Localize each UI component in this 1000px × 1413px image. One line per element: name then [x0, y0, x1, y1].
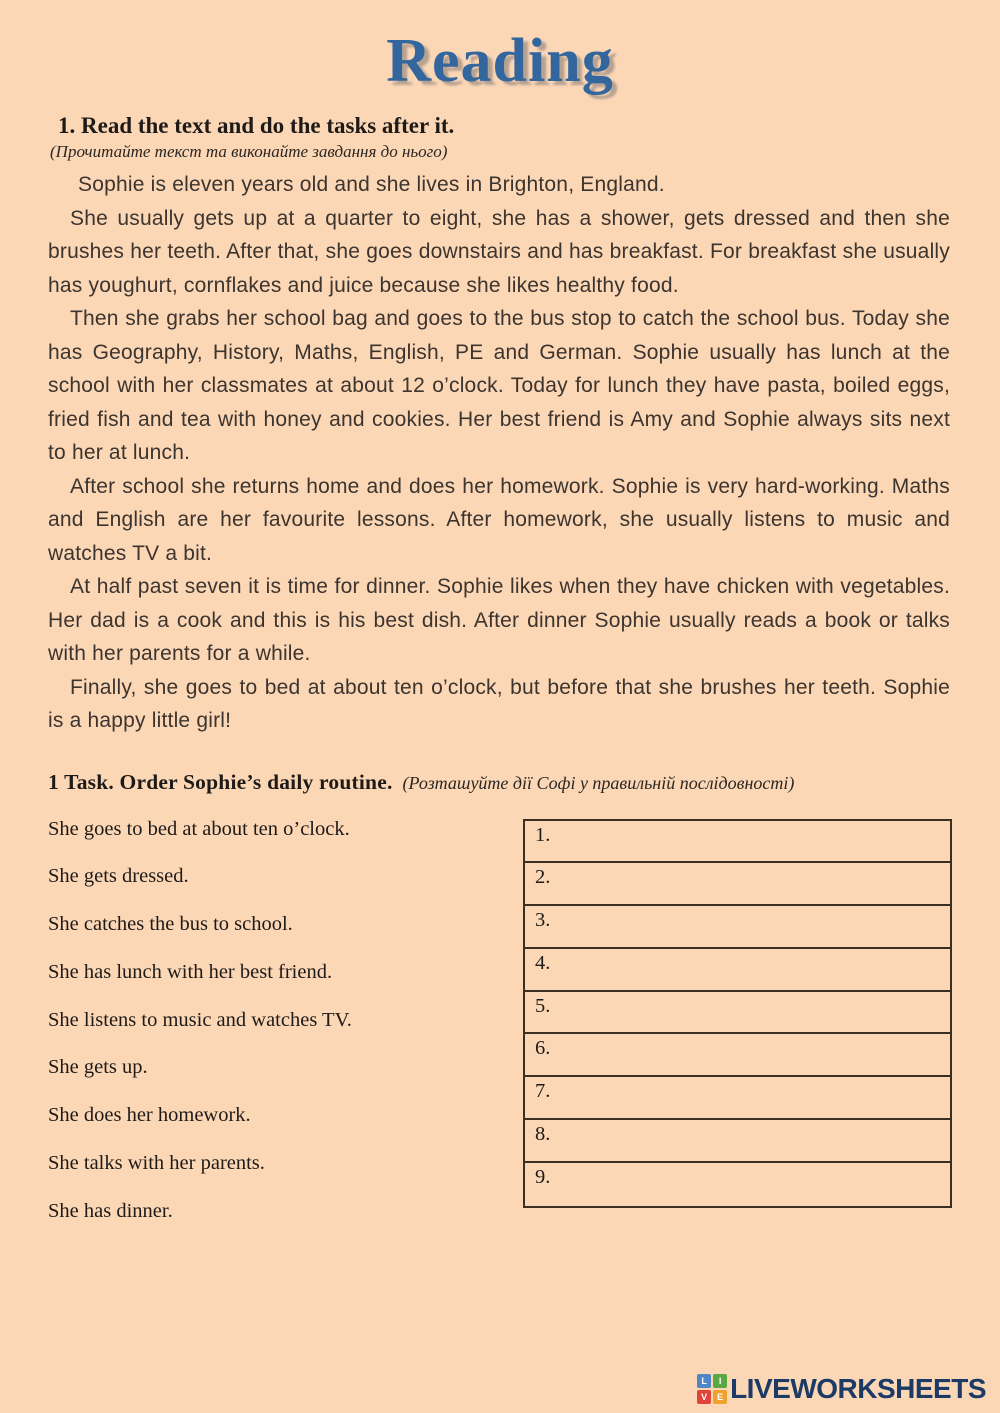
answer-row-1[interactable]	[525, 821, 950, 864]
page-title: Reading	[386, 27, 614, 95]
routine-sentence: She listens to music and watches TV.	[48, 1008, 352, 1031]
answer-row-3[interactable]	[525, 906, 950, 949]
row-number: 3.	[535, 909, 551, 932]
passage-paragraph: Finally, she goes to bed at about ten o’clock, but before that she brushes her teeth. Sophie is a happy little girl!	[48, 675, 950, 732]
routine-sentence: She gets dressed.	[48, 865, 189, 888]
row-number: 5.	[535, 994, 551, 1017]
routine-sentence: She catches the bus to school.	[48, 913, 293, 936]
routine-sentence: She does her homework.	[48, 1104, 251, 1127]
answer-row-6[interactable]	[525, 1034, 950, 1077]
row-number: 4.	[535, 951, 551, 974]
section-subheading-ukrainian: (Прочитайте текст та виконайте завдання до нього)	[50, 142, 448, 161]
routine-sentence-list	[48, 817, 507, 1249]
reading-passage	[48, 168, 950, 738]
section-heading: 1. Read the text and do the tasks after it.	[58, 113, 455, 138]
logo-square-e: E	[713, 1390, 727, 1404]
routine-sentence: She gets up.	[48, 1056, 148, 1079]
passage-paragraph: She usually gets up at a quarter to eight, she has a shower, gets dressed and then she brushes her teeth. After that, she goes downstairs and has breakfast. For breakfast she usually has youghurt, cornflakes and juice because she likes healthy food.	[48, 206, 950, 297]
logo-square-l: L	[697, 1374, 711, 1388]
row-number: 9.	[535, 1165, 551, 1188]
routine-sentence: She talks with her parents.	[48, 1152, 265, 1175]
answer-row-8[interactable]	[525, 1120, 950, 1163]
answer-row-2[interactable]	[525, 863, 950, 906]
answer-row-5[interactable]	[525, 992, 950, 1035]
passage-paragraph: After school she returns home and does her homework. Sophie is very hard-working. Maths and English are her favourite lessons. After homework, she usually listens to music and watches TV a bit.	[48, 474, 950, 565]
liveworksheets-icon	[697, 1374, 727, 1404]
routine-sentence: She has lunch with her best friend.	[48, 960, 333, 983]
answer-table	[523, 819, 952, 1208]
logo-square-i: I	[713, 1374, 727, 1388]
task-body	[48, 817, 952, 1249]
passage-paragraph: Then she grabs her school bag and goes to the bus stop to catch the school bus. Today she has Geography, History, Maths, English, PE and German. Sophie usually has lunch at the school with her classmates at about 12 o’clock. Today for lunch they have pasta, boiled eggs, fried fish and tea with honey and cookies. Her best friend is Amy and Sophie always sits next to her at lunch.	[48, 307, 950, 464]
liveworksheets-wordmark: LIVEWORKSHEETS	[730, 1373, 986, 1404]
row-number: 8.	[535, 1123, 551, 1146]
routine-sentence: She goes to bed at about ten o’clock.	[48, 817, 350, 840]
task-heading: 1 Task. Order Sophie’s daily routine.	[48, 769, 393, 794]
row-number: 2.	[535, 866, 551, 889]
task-heading-ukrainian: (Розташуйте дії Софі у правильній послідовності)	[402, 772, 795, 793]
row-number: 1.	[535, 823, 551, 846]
row-number: 6.	[535, 1037, 551, 1060]
logo-square-v: V	[697, 1390, 711, 1404]
row-number: 7.	[535, 1080, 551, 1103]
routine-sentence: She has dinner.	[48, 1199, 173, 1222]
answer-row-7[interactable]	[525, 1077, 950, 1120]
answer-row-4[interactable]	[525, 949, 950, 992]
liveworksheets-logo	[697, 1373, 986, 1405]
passage-paragraph: At half past seven it is time for dinner. Sophie likes when they have chicken with vegetables. Her dad is a cook and this is his best dish. After dinner Sophie usually reads a book or talks with her parents for a while.	[48, 575, 950, 665]
passage-paragraph: Sophie is eleven years old and she lives in Brighton, England.	[78, 173, 665, 196]
answer-row-9[interactable]	[525, 1163, 950, 1206]
task-heading-row	[48, 770, 1000, 795]
